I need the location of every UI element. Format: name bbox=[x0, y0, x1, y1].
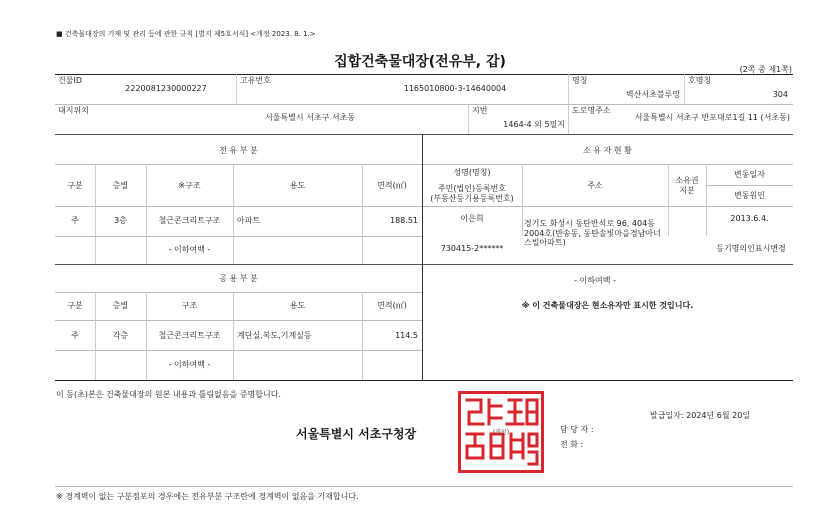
info-bottom-border bbox=[55, 134, 793, 135]
exclusive-row-usage: 아파트 bbox=[237, 216, 261, 225]
exclusive-structure-header: ※구조 bbox=[178, 181, 201, 190]
owner-vline bbox=[668, 164, 669, 236]
ho-value: 304 bbox=[772, 90, 788, 99]
exclusive-row-area: 188.51 bbox=[390, 216, 418, 225]
common-row-area: 114.5 bbox=[395, 331, 418, 340]
exclusive-row-floor: 3층 bbox=[114, 216, 127, 225]
common-row-kind: 주 bbox=[71, 331, 79, 340]
issuer-name: 서울특별시 서초구청장 bbox=[296, 427, 417, 441]
owner-share-header-1: 소유권 bbox=[675, 176, 699, 185]
footer-divider bbox=[55, 486, 793, 487]
contact-person-label: 담 당 자 : bbox=[560, 425, 594, 434]
exclusive-vline bbox=[95, 164, 96, 264]
exclusive-vline bbox=[233, 164, 234, 264]
owner-regno: 730415-2****** bbox=[440, 244, 504, 253]
certify-text: 이 등(초)본은 건축물대장의 원본 내용과 틀림없음을 증명합니다. bbox=[56, 390, 281, 399]
building-id-value: 2220081230000227 bbox=[125, 84, 207, 93]
owner-vline bbox=[522, 164, 523, 236]
owner-address: 경기도 화성시 동탄반석로 96, 404동 2004호(반송동, 동탄솔빛마을경남아너스빌아파트) bbox=[524, 219, 661, 248]
owner-change-divider bbox=[706, 185, 793, 186]
exclusive-row-divider bbox=[55, 236, 422, 237]
exclusive-blank-note: - 이하여백 - bbox=[168, 245, 211, 254]
owner-change-reason: 등기명의인표시변경 bbox=[716, 244, 786, 253]
exclusive-header-divider bbox=[55, 206, 793, 207]
common-blank-note: - 이하여백 - bbox=[168, 360, 211, 369]
exclusive-kind-header: 구분 bbox=[67, 181, 83, 190]
road-label: 도로명주소 bbox=[572, 106, 611, 115]
exclusive-row-structure: 철근콘크리트구조 bbox=[158, 216, 221, 225]
owner-change-date: 2013.6.4. bbox=[730, 214, 769, 223]
info-vline bbox=[468, 104, 469, 134]
common-area-header: 면적(㎡) bbox=[377, 301, 407, 310]
lot-label: 지번 bbox=[472, 106, 488, 115]
owner-regno-header-2: (부동산등기용등록번호) bbox=[430, 194, 514, 203]
common-title-divider bbox=[55, 292, 422, 293]
exclusive-bottom-border bbox=[55, 264, 793, 265]
bottom-note: ※ 경계벽이 없는 구분점포의 경우에는 전유부분 구조란에 경계벽이 없음을 기재합니다. bbox=[56, 492, 359, 501]
document-title: 집합건축물대장(전유부, 갑) bbox=[334, 54, 506, 70]
name-label: 명칭 bbox=[572, 76, 588, 85]
unique-no-label: 고유번호 bbox=[240, 76, 271, 85]
common-floor-header: 층별 bbox=[112, 301, 129, 310]
info-vline bbox=[684, 74, 685, 104]
regulation-note: ■ 건축물대장의 기재 및 관리 등에 관한 규칙 [별지 제5호서식] <개정 2023. 8. 1.> bbox=[56, 30, 316, 38]
exclusive-area-header: 면적(㎡) bbox=[377, 181, 407, 190]
road-value: 서울특별시 서초구 반포대로1길 11 (서초동) bbox=[634, 113, 790, 122]
name-value: 벽산서초블루밍 bbox=[625, 90, 680, 99]
official-seal-icon bbox=[458, 391, 544, 473]
info-row-divider bbox=[55, 104, 793, 105]
owner-blank-note: - 이하여백 - bbox=[574, 276, 616, 285]
owner-change-date-header: 변동일자 bbox=[734, 170, 765, 179]
exclusive-floor-header: 층별 bbox=[112, 181, 129, 190]
owner-section-title: 소 유 자 현 황 bbox=[583, 146, 632, 155]
common-kind-header: 구분 bbox=[67, 301, 83, 310]
issue-date: 발급일자: 2024년 6월 20일 bbox=[650, 411, 751, 420]
owner-change-reason-header: 변동원인 bbox=[734, 191, 765, 200]
owner-address-header: 주소 bbox=[587, 181, 603, 190]
common-row-structure: 철근콘크리트구조 bbox=[158, 331, 221, 340]
site-value: 서울특별시 서초구 서초동 bbox=[264, 113, 356, 122]
info-vline bbox=[568, 74, 569, 134]
owner-regno-header-1: 주민(법인)등록번호 bbox=[437, 184, 507, 193]
building-id-label: 건물ID bbox=[58, 76, 82, 85]
exclusive-vline bbox=[362, 164, 363, 264]
owner-name-header: 성명(명칭) bbox=[453, 168, 491, 177]
info-vline bbox=[236, 74, 237, 104]
common-header-divider bbox=[55, 320, 422, 321]
common-row-floor: 각층 bbox=[112, 331, 129, 340]
common-structure-header: 구조 bbox=[181, 301, 198, 310]
common-row-divider bbox=[55, 350, 422, 351]
exclusive-section-title: 전 유 부 분 bbox=[219, 146, 258, 155]
unique-no-value: 1165010800-3-14640004 bbox=[403, 84, 507, 93]
table-top-border bbox=[55, 74, 793, 75]
exclusive-usage-header: 용도 bbox=[289, 181, 306, 190]
common-row-usage: 계단실,복도,기계실등 bbox=[237, 331, 312, 340]
common-section-title: 공 용 부 분 bbox=[219, 274, 258, 283]
table-bottom-border bbox=[55, 380, 793, 381]
section-title-divider bbox=[55, 164, 793, 165]
page-info: (2쪽 중 제1쪽) bbox=[739, 65, 792, 74]
lot-value: 1464-4 외 5필지 bbox=[503, 120, 565, 129]
owner-share-header-2: 지분 bbox=[679, 186, 695, 195]
contact-phone-label: 전 화 : bbox=[560, 440, 584, 449]
owner-name: 이은희 bbox=[460, 214, 484, 223]
owner-notice: ※ 이 건축물대장은 현소유자만 표시한 것입니다. bbox=[521, 301, 694, 310]
exclusive-row-kind: 주 bbox=[71, 216, 79, 225]
common-usage-header: 용도 bbox=[289, 301, 306, 310]
site-label: 대지위치 bbox=[58, 106, 89, 115]
seal-label: (직인) bbox=[492, 429, 510, 436]
ho-label: 호명칭 bbox=[688, 76, 712, 85]
